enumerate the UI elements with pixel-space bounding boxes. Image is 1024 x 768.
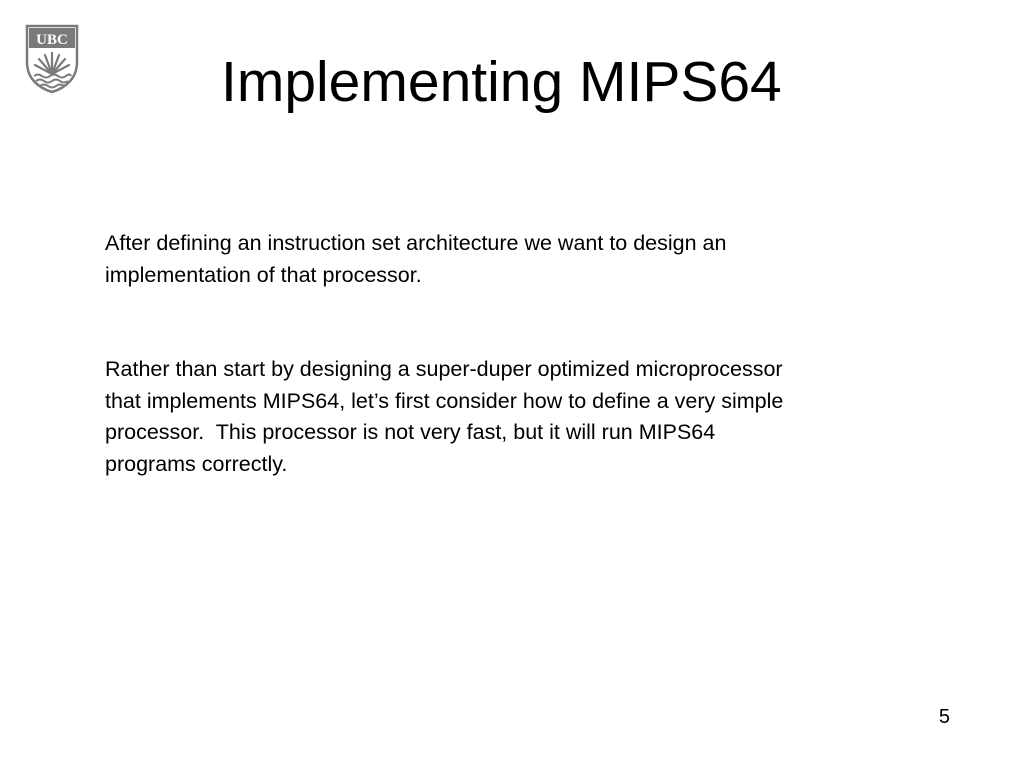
slide-title: Implementing MIPS64: [221, 50, 782, 114]
body-paragraph-2: Rather than start by designing a super-duper optimized microprocessor that implements MIPS64, let’s first consider how to define a very simple processor. This processor is not very fast, but it will run MIPS64 programs correctly.: [105, 357, 784, 476]
slide-body: [105, 228, 935, 480]
ubc-crest-icon: [24, 24, 80, 94]
page-number: 5: [938, 706, 950, 728]
svg-text:UBC: UBC: [36, 32, 68, 48]
body-paragraph-1: After defining an instruction set architecture we want to design an implementation of that processor.: [105, 231, 727, 287]
